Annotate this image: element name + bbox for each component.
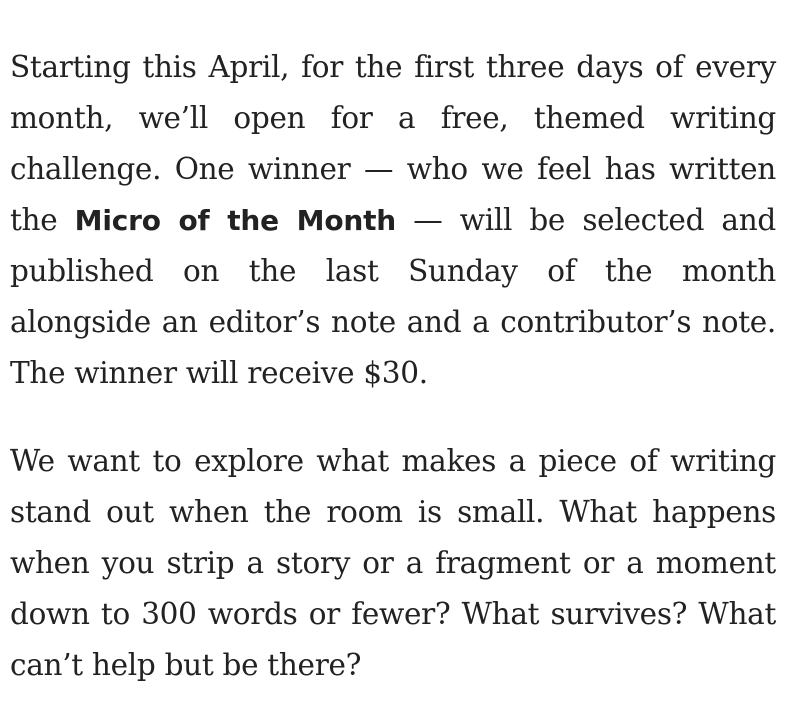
paragraph-text-after: — will be selected and published on the last Sunday of the month alongside an editor’s note and a contributor’s note. The winner will receive $30. xyxy=(10,203,776,390)
paragraph-challenge-purpose: We want to explore what makes a piece of writing stand out when the room is small. What happens when you strip a story or a fragment or a moment down to 300 words or fewer? What survives? What can’t help but be there? xyxy=(10,444,776,682)
paragraph-challenge-announcement xyxy=(10,42,776,399)
paragraph-text-before: Starting this April, for the first three days of every month, we’ll open for a free, themed writing challenge. One winner — who we feel has written the xyxy=(10,50,776,237)
article-body xyxy=(10,42,776,691)
micro-of-the-month-highlight: Micro of the Month xyxy=(74,204,397,237)
